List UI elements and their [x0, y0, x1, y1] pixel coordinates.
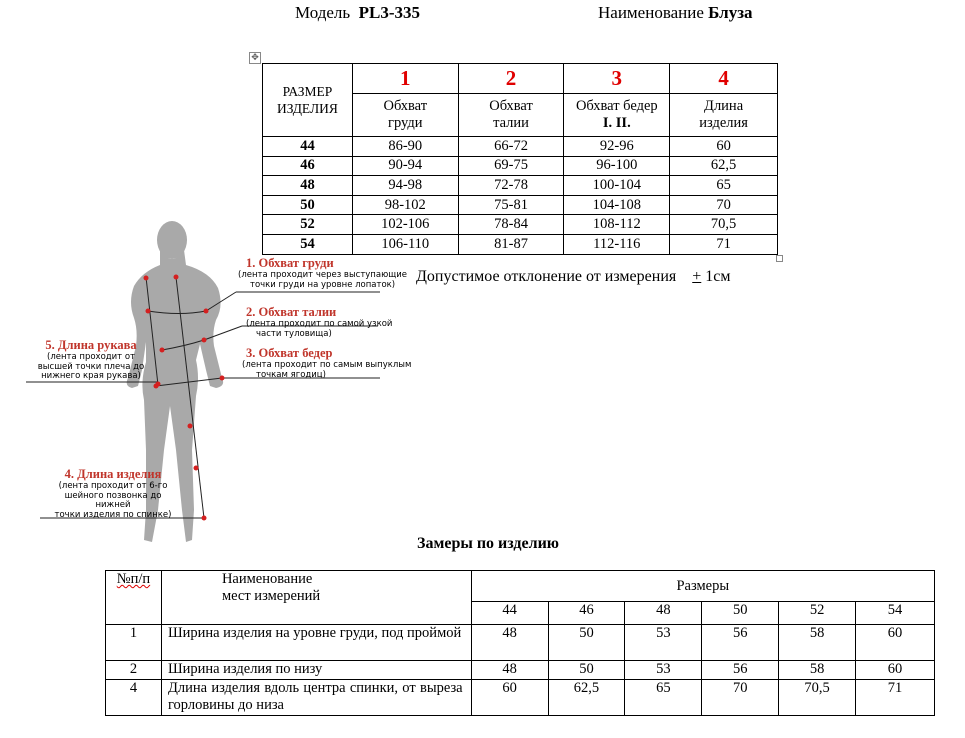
size-header-cell: 44 [471, 602, 548, 625]
value-cell: 106-110 [352, 234, 458, 254]
plus-minus-sign: + [692, 268, 702, 285]
value-cell: 62,5 [670, 156, 778, 176]
row-value: 70 [702, 680, 779, 716]
label-desc: нижнего края рукава) [41, 371, 141, 381]
model-label: Модель [295, 3, 351, 22]
label-desc: (лента проходит от 6-го [58, 481, 168, 491]
value-cell: 112-116 [564, 234, 670, 254]
col-number: 3 [564, 64, 670, 94]
header-num [106, 571, 162, 625]
tolerance-text: Допустимое отклонение от измерения [416, 268, 677, 285]
row-value: 60 [856, 625, 935, 661]
header-name-line: Наименование [221, 571, 313, 587]
corner-line1: РАЗМЕР [282, 84, 333, 99]
value-cell: 69-75 [458, 156, 564, 176]
label-desc: (лента проходит через выступающие [238, 270, 407, 280]
col-title-line: Обхват бедер [575, 98, 658, 114]
size-cell: 44 [263, 137, 353, 157]
row-value: 48 [471, 625, 548, 661]
row-value: 53 [625, 661, 702, 680]
col-title-line: Длина [704, 98, 744, 114]
label-desc: части туловища) [256, 328, 332, 339]
label-desc: (лента проходит по самым выпуклым [242, 360, 412, 370]
label-length [48, 467, 178, 520]
col-number: 1 [352, 64, 458, 94]
row-value: 50 [548, 661, 625, 680]
row-name: Ширина изделия на уровне груди, под проймой [161, 625, 471, 661]
row-value: 58 [779, 625, 856, 661]
col-title-line: Обхват [383, 98, 428, 114]
measurement-row [106, 625, 935, 661]
value-cell: 75-81 [458, 195, 564, 215]
measurement-row [106, 680, 935, 716]
size-row [263, 137, 778, 157]
label-desc: точкам ягодиц) [256, 369, 326, 380]
name-label: Наименование [598, 3, 704, 22]
value-cell: 71 [670, 234, 778, 254]
row-value: 65 [625, 680, 702, 716]
row-num: 1 [106, 625, 162, 661]
value-cell: 92-96 [564, 137, 670, 157]
value-cell: 104-108 [564, 195, 670, 215]
value-cell: 81-87 [458, 234, 564, 254]
row-value: 56 [702, 661, 779, 680]
col-title-hips [564, 94, 670, 137]
label-desc: (лента проходит по самой узкой [246, 319, 393, 329]
label-title: 5. Длина рукава [45, 338, 137, 352]
label-title: 1. Обхват груди [246, 256, 334, 270]
value-cell: 100-104 [564, 176, 670, 196]
col-title-waist [458, 94, 564, 137]
size-cell: 54 [263, 234, 353, 254]
label-waist [246, 305, 392, 339]
label-desc: высшей точки плеча до [37, 361, 145, 372]
row-value: 53 [625, 625, 702, 661]
col-title-length [670, 94, 778, 137]
value-cell: 98-102 [352, 195, 458, 215]
corner-line2: ИЗДЕЛИЯ [277, 101, 338, 116]
row-value: 60 [471, 680, 548, 716]
row-num: 2 [106, 661, 162, 680]
col-number: 4 [670, 64, 778, 94]
value-cell: 108-112 [564, 215, 670, 235]
row-value: 48 [471, 661, 548, 680]
measurements-table [105, 570, 935, 716]
row-name: Ширина изделия по низу [161, 661, 471, 680]
size-cell: 46 [263, 156, 353, 176]
size-cell: 50 [263, 195, 353, 215]
value-cell: 70 [670, 195, 778, 215]
table-move-handle-icon[interactable]: ✥ [249, 52, 261, 64]
row-value: 71 [856, 680, 935, 716]
value-cell: 94-98 [352, 176, 458, 196]
row-name: Длина изделия вдоль центра спинки, от выреза горловины до низа [161, 680, 471, 716]
size-cell: 52 [263, 215, 353, 235]
row-value: 50 [548, 625, 625, 661]
size-header-cell: 50 [702, 602, 779, 625]
label-hips [242, 346, 412, 380]
header-name [161, 571, 471, 625]
label-desc: (лента проходит от [47, 352, 135, 362]
label-desc: точки груди на уровне лопаток) [250, 279, 396, 290]
label-title: 2. Обхват талии [246, 305, 337, 319]
row-value: 60 [856, 661, 935, 680]
col-title-line: груди [388, 115, 423, 131]
col-title-line: изделия [699, 115, 748, 131]
size-row [263, 176, 778, 196]
value-cell: 90-94 [352, 156, 458, 176]
col-title-chest [352, 94, 458, 137]
col-number: 2 [458, 64, 564, 94]
header-name-line: мест измерений [221, 588, 321, 604]
size-header-cell: 54 [856, 602, 935, 625]
value-cell: 70,5 [670, 215, 778, 235]
size-header-cell: 48 [625, 602, 702, 625]
label-sleeve [34, 338, 148, 382]
product-name-line [598, 3, 753, 23]
value-cell: 65 [670, 176, 778, 196]
row-value: 56 [702, 625, 779, 661]
label-desc: точки изделия по спинке) [54, 509, 172, 520]
label-title: 4. Длина изделия [64, 467, 162, 481]
value-cell: 78-84 [458, 215, 564, 235]
value-cell: 96-100 [564, 156, 670, 176]
col-title-line: Обхват [489, 98, 533, 114]
value-cell: 72-78 [458, 176, 564, 196]
value-cell: 66-72 [458, 137, 564, 157]
col-title-line: I. II. [602, 115, 631, 131]
section-title: Замеры по изделию [417, 535, 560, 552]
label-chest [238, 256, 407, 290]
label-title: 3. Обхват бедер [246, 346, 333, 360]
name-value: Блуза [708, 3, 753, 22]
size-cell: 48 [263, 176, 353, 196]
size-table-corner [263, 64, 353, 137]
size-header-cell: 46 [548, 602, 625, 625]
row-value: 70,5 [779, 680, 856, 716]
value-cell: 102-106 [352, 215, 458, 235]
tolerance-note [416, 268, 731, 286]
model-value: PL3-335 [358, 3, 421, 22]
label-desc: шейного позвонка до нижней [64, 490, 162, 510]
header-sizes: Размеры [471, 571, 934, 602]
value-cell: 60 [670, 137, 778, 157]
col-title-line: талии [493, 115, 529, 131]
size-row [263, 156, 778, 176]
table-resize-handle[interactable] [776, 255, 783, 262]
size-header-cell: 52 [779, 602, 856, 625]
row-num: 4 [106, 680, 162, 716]
row-value: 58 [779, 661, 856, 680]
value-cell: 86-90 [352, 137, 458, 157]
model-line [295, 3, 420, 23]
row-value: 62,5 [548, 680, 625, 716]
header-num-text: №п/п [116, 571, 151, 587]
measurement-row [106, 661, 935, 680]
tolerance-value: 1см [705, 268, 731, 285]
